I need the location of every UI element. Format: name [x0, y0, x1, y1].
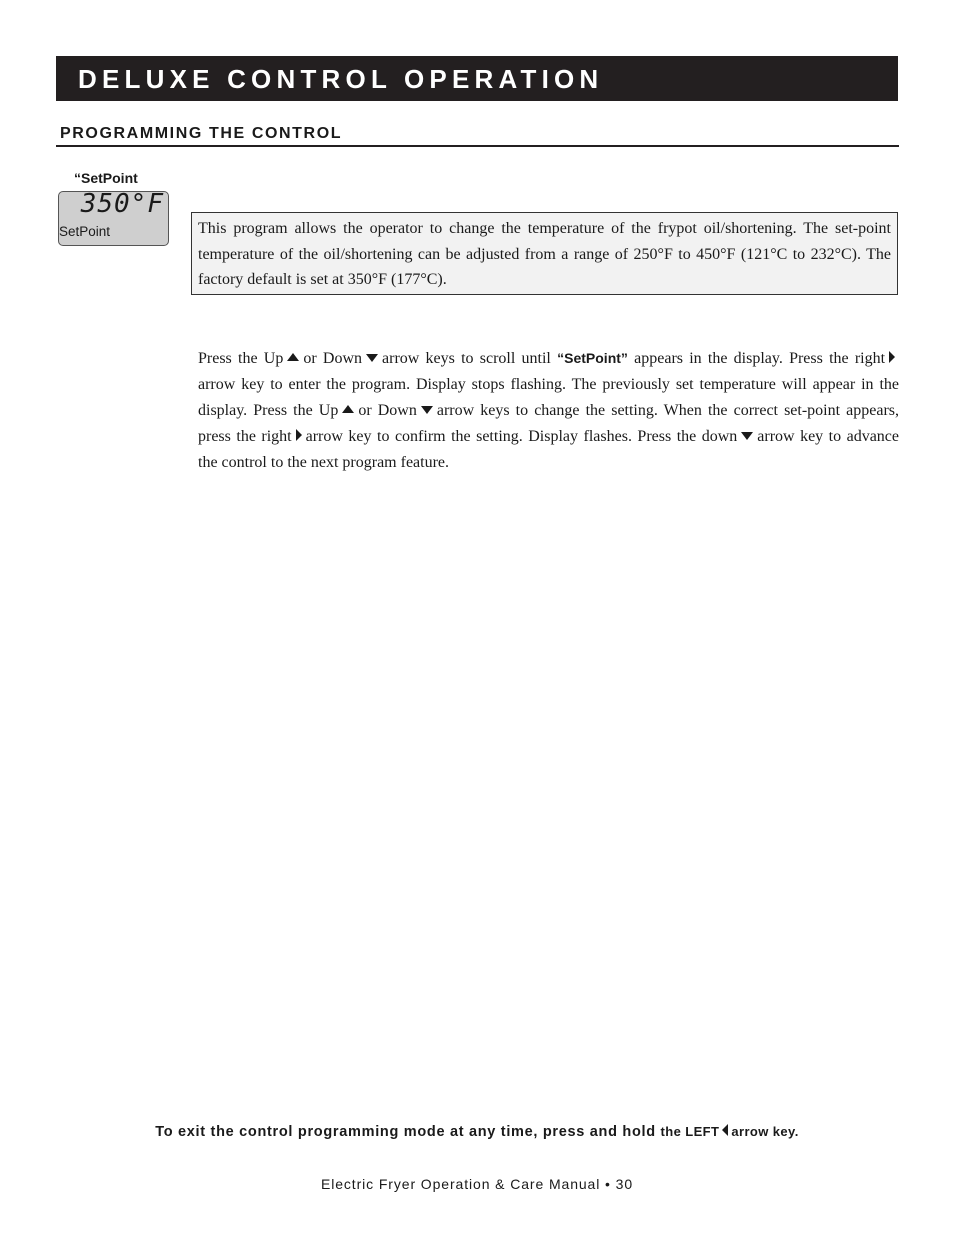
setpoint-caption: “SetPoint — [74, 170, 138, 186]
page-footer: Electric Fryer Operation & Care Manual • 30 — [320, 1176, 634, 1192]
down-arrow-icon — [366, 354, 378, 362]
instructions-text: arrow keys to scroll until — [382, 350, 551, 367]
instructions-text: Press the Up — [198, 350, 284, 367]
intro-box — [191, 212, 898, 295]
lcd-temperature-readout: 350°F — [80, 189, 164, 219]
exit-note — [0, 1124, 954, 1140]
exit-note-main: To exit the control programming mode at any time, press and hold — [155, 1124, 656, 1140]
instructions-text: arrow key to advance the control to the next program feature. — [198, 428, 899, 471]
instructions-text: arrow keys to change the setting. When the correct set-point appears, press the right — [198, 402, 900, 445]
section-divider — [56, 145, 899, 147]
down-arrow-icon — [741, 432, 753, 440]
page-header-bar — [56, 56, 898, 101]
exit-note-tail: arrow key. — [731, 1124, 799, 1139]
right-arrow-icon — [889, 351, 895, 363]
instructions-text: arrow key to enter the program. Display stops flashing. The previously set temperature will appear in the display. Press the Up — [198, 376, 899, 419]
up-arrow-icon — [342, 405, 354, 413]
lcd-display — [58, 191, 169, 246]
down-arrow-icon — [421, 406, 433, 414]
setpoint-keyword: “SetPoint” — [557, 350, 628, 366]
left-arrow-icon — [722, 1124, 728, 1136]
right-arrow-icon — [296, 429, 302, 441]
instructions-text: arrow key to confirm the setting. Display flashes. Press the down — [305, 428, 738, 445]
instructions-paragraph — [198, 345, 899, 476]
instructions-text: appears in the display. Press the right — [634, 350, 886, 367]
up-arrow-icon — [287, 353, 299, 361]
instructions-text: or Down — [358, 402, 417, 419]
intro-text: This program allows the operator to change the temperature of the frypot oil/shortening. The set-point temperature of the oil/shortening can be adjusted from a range of 250°F to 450°F (121°C to 232°C). The factory default is set at 350°F (177°C). — [198, 220, 891, 288]
lcd-label: SetPoint — [59, 224, 111, 239]
page-title: DELUXE CONTROL OPERATION — [78, 64, 604, 94]
exit-note-key: the LEFT — [660, 1124, 720, 1139]
section-heading: PROGRAMMING THE CONTROL — [60, 125, 343, 142]
instructions-text: or Down — [303, 350, 363, 367]
